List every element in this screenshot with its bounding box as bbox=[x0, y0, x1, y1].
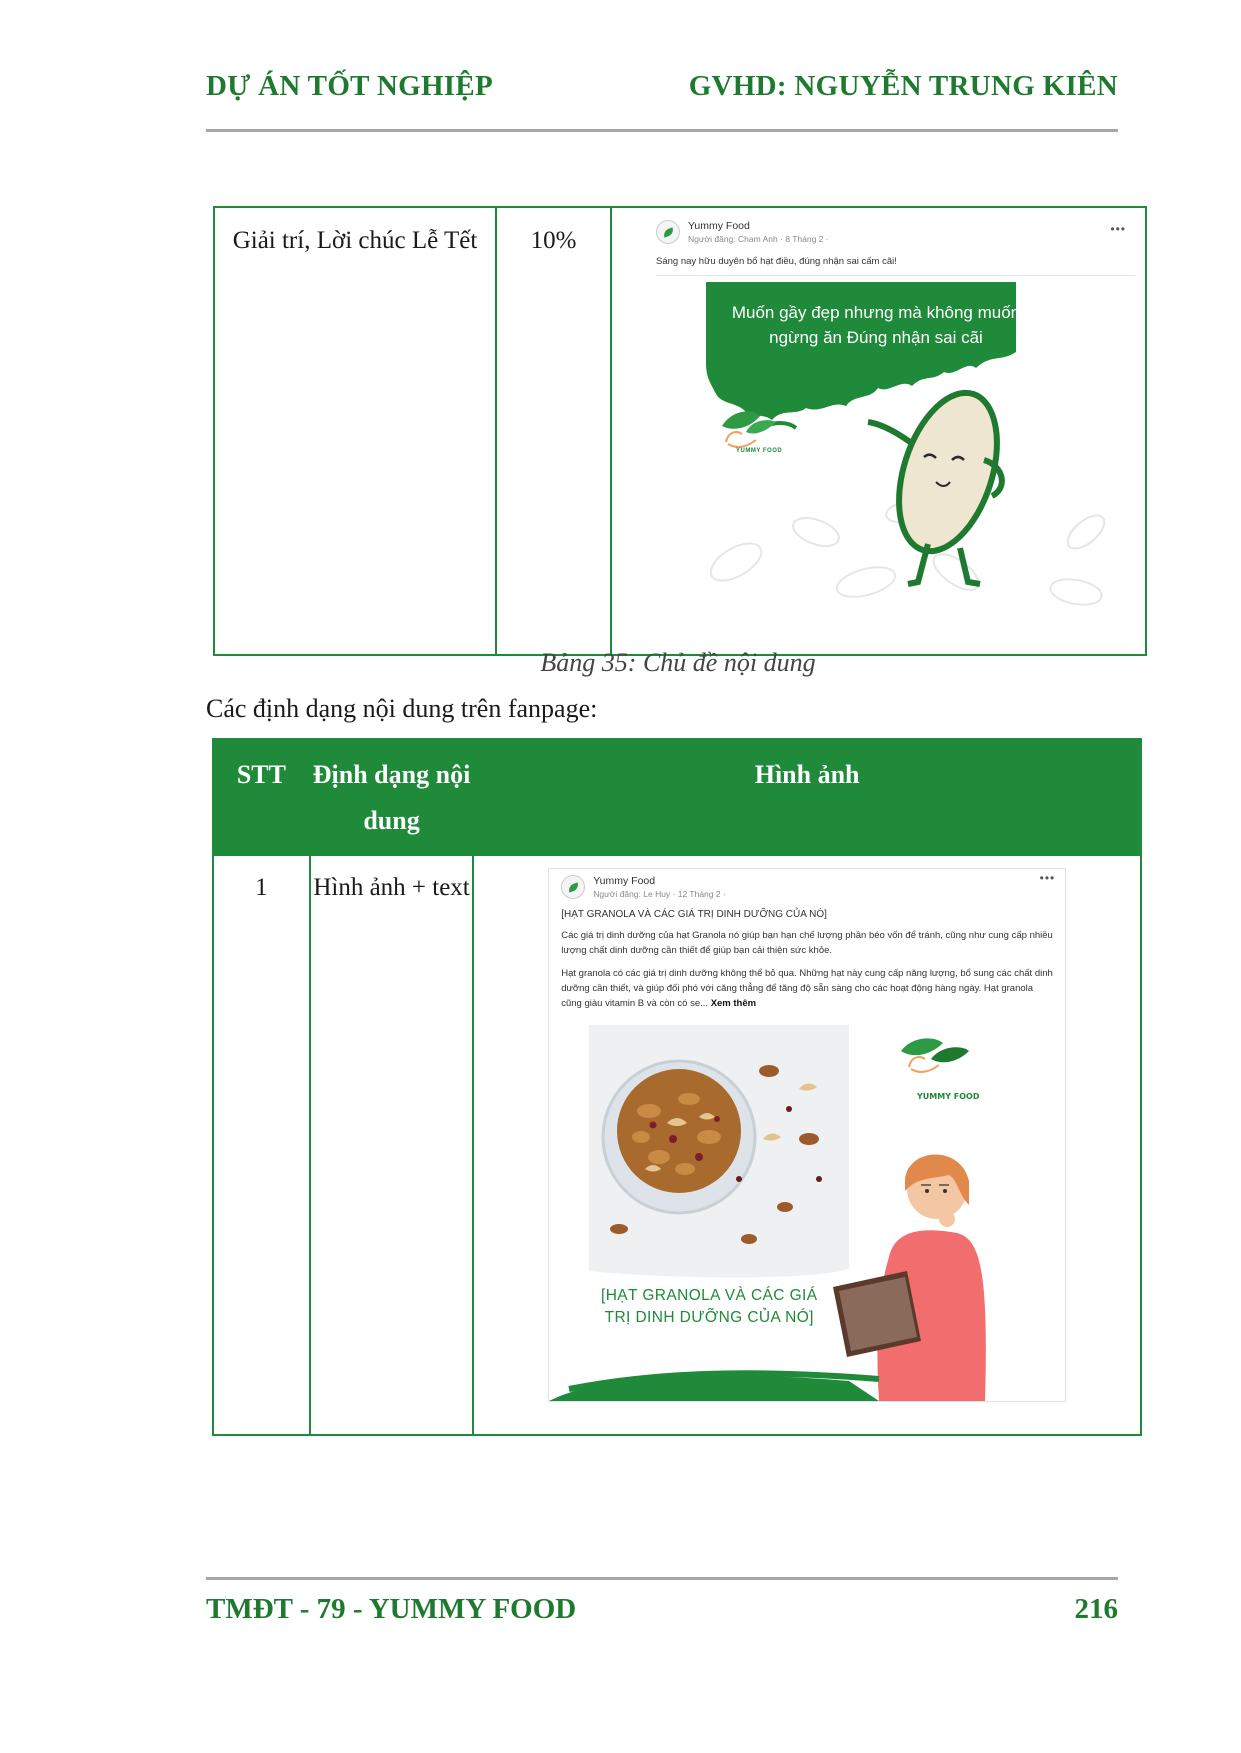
section-intro: Các định dạng nội dung trên fanpage: bbox=[206, 694, 598, 723]
row-format: Hình ảnh + text bbox=[310, 855, 473, 1435]
post-paragraph-2 bbox=[561, 966, 1055, 1011]
page-footer bbox=[206, 1593, 1118, 1626]
image-caption: [HẠT GRANOLA VÀ CÁC GIÁ TRỊ DINH DƯỠNG CỦA NÓ] bbox=[600, 1287, 818, 1326]
header-format: Định dạng nội dung bbox=[310, 739, 473, 855]
header-rule bbox=[206, 129, 1118, 132]
see-more-link[interactable]: Xem thêm bbox=[710, 998, 757, 1009]
page-number: 216 bbox=[1074, 1593, 1118, 1625]
table-row bbox=[213, 855, 1141, 1435]
brand-label: YUMMY FOOD bbox=[917, 1092, 980, 1101]
more-options-icon[interactable]: ••• bbox=[1110, 222, 1126, 236]
granola-illustration bbox=[549, 1019, 1067, 1401]
post-paragraph-2-text: Hạt granola có các giá trị dinh dưỡng không thể bỏ qua. Những hạt này cung cấp năng lượng, bổ sung các chất dinh dưỡng cần thiết, và giúp đối phó với căng thẳng để tăng độ sẵn sàng cho các hoạt động hàng ngày. Hạt granola cũng giàu vitamin B và còn có se... bbox=[561, 968, 1053, 1009]
post-title: [HẠT GRANOLA VÀ CÁC GIÁ TRỊ DINH DƯỠNG CỦA NÓ] bbox=[561, 909, 827, 920]
image-headline: Muốn gầy đẹp nhưng mà không muốn ngừng ăn Đúng nhận sai cãi bbox=[731, 303, 1021, 347]
percent-cell: 10% bbox=[496, 207, 611, 655]
more-options-icon[interactable]: ••• bbox=[1039, 871, 1056, 885]
row-stt: 1 bbox=[213, 855, 310, 1435]
topic-cell: Giải trí, Lời chúc Lễ Tết bbox=[214, 207, 496, 655]
facebook-post bbox=[656, 220, 1136, 617]
footer-rule bbox=[206, 1577, 1118, 1580]
post-text: Sáng nay hữu duyên bổ hạt điều, đúng nhận sai cấm cãi! bbox=[656, 254, 1136, 276]
facebook-post bbox=[548, 868, 1066, 1402]
advisor-name: GVHD: NGUYỄN TRUNG KIÊN bbox=[688, 70, 1118, 102]
page-avatar-icon bbox=[656, 220, 680, 244]
header-stt: STT bbox=[213, 739, 310, 855]
content-topic-table bbox=[213, 206, 1147, 656]
project-title: DỰ ÁN TỐT NGHIỆP bbox=[206, 70, 494, 102]
page-avatar-icon bbox=[561, 875, 585, 899]
post-image bbox=[549, 1019, 1067, 1401]
image-cell bbox=[611, 207, 1146, 655]
post-meta: Người đăng: Le Huy · 12 Tháng 2 · bbox=[593, 889, 726, 899]
header-image: Hình ảnh bbox=[473, 739, 1141, 855]
table-caption: Bảng 35: Chủ đề nội dung bbox=[540, 648, 816, 677]
page-header bbox=[206, 70, 1118, 103]
table-header-row bbox=[213, 739, 1141, 855]
brand-label: YUMMY FOOD bbox=[736, 448, 783, 454]
post-paragraph-1: Các giá trị dinh dưỡng của hạt Granola nó giúp bạn hạn chế lượng phần béo vốn để tránh, cũng như cung cấp nhiều lượng chất dinh dưỡng cần thiết để giúp bạn cải thiện sức khỏe. bbox=[561, 930, 1053, 956]
page-name: Yummy Food bbox=[688, 220, 750, 232]
row-image bbox=[473, 855, 1141, 1435]
post-meta: Người đăng: Cham Anh · 8 Tháng 2 · bbox=[688, 234, 829, 244]
footer-project: TMĐT - 79 - YUMMY FOOD bbox=[206, 1593, 577, 1625]
post-image bbox=[656, 282, 1136, 617]
page-name: Yummy Food bbox=[593, 875, 656, 887]
content-format-table bbox=[212, 738, 1142, 1436]
